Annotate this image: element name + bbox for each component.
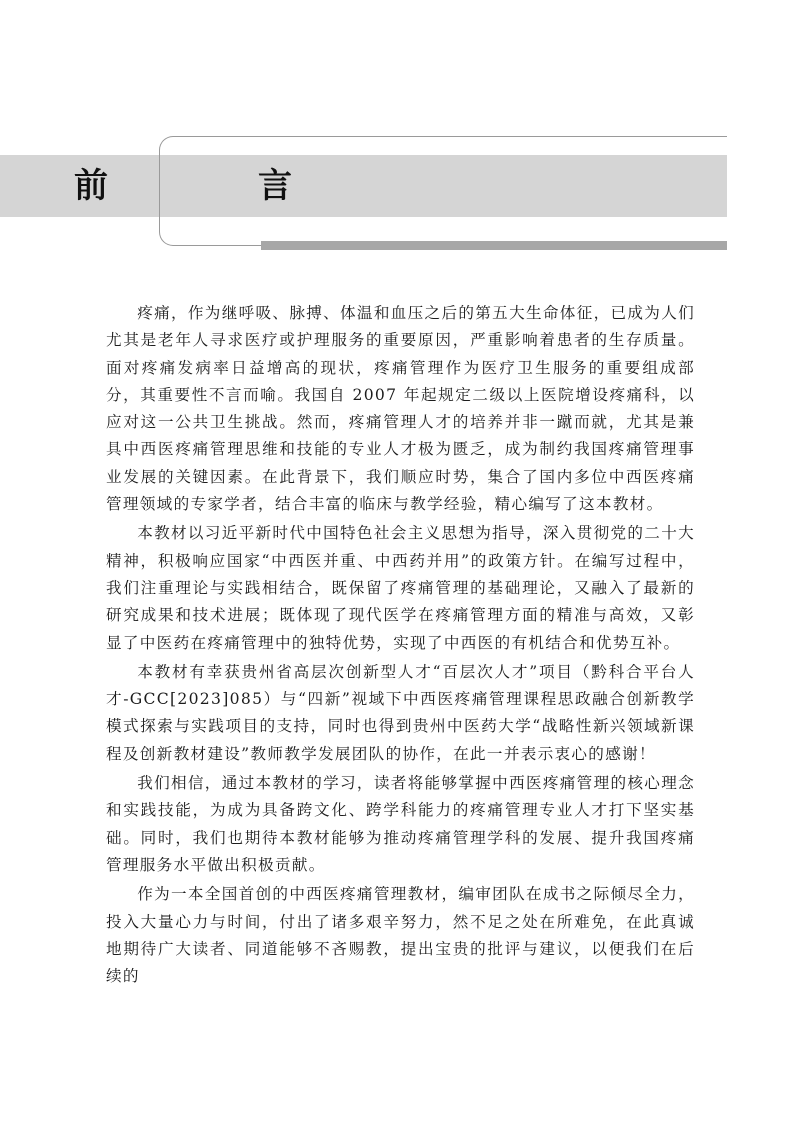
paragraph-3: 本教材有幸获贵州省高层次创新型人才“百层次人才”项目（黔科合平台人才-GCC[2023]085）与“四新”视域下中西医疼痛管理课程思政融合创新教学模式探索与实践项目的支持，同时也得到贵州中医药大学“战略性新兴领域新课程及创新教材建设”教师教学发展团队的协作，在此一并表示衷心的感谢！ [106, 662, 695, 763]
page-title: 前 言 [74, 166, 350, 206]
chapter-header-underline-bar [261, 241, 727, 250]
paragraph-2: 本教材以习近平新时代中国特色社会主义思想为指导，深入贯彻党的二十大精神，积极响应国家“中西医并重、中西药并用”的政策方针。在编写过程中，我们注重理论与实践相结合，既保留了疼痛管理的基础理论，又融入了最新的研究成果和技术进展；既体现了现代医学在疼痛管理方面的精准与高效，又彰显了中医药在疼痛管理中的独特优势，实现了中西医的有机结合和优势互补。 [106, 524, 695, 652]
paragraph-1: 疼痛，作为继呼吸、脉搏、体温和血压之后的第五大生命体征，已成为人们尤其是老年人寻求医疗或护理服务的重要原因，严重影响着患者的生存质量。面对疼痛发病率日益增高的现状，疼痛管理作为医疗卫生服务的重要组成部分，其重要性不言而喻。我国自 2007 年起规定二级以上医院增设疼痛科，以应对这一公共卫生挑战。然而，疼痛管理人才的培养并非一蹴而就，尤其是兼具中西医疼痛管理思维和技能的专业人才极为匮乏，成为制约我国疼痛管理事业发展的关键因素。在此背景下，我们顺应时势，集合了国内多位中西医疼痛管理领域的专家学者，结合丰富的临床与教学经验，精心编写了这本教材。 [106, 304, 695, 514]
paragraph-4: 我们相信，通过本教材的学习，读者将能够掌握中西医疼痛管理的核心理念和实践技能，为成为具备跨文化、跨学科能力的疼痛管理专业人才打下坚实基础。同时，我们也期待本教材能够为推动疼痛管理学科的发展、提升我国疼痛管理服务水平做出积极贡献。 [106, 774, 695, 874]
paragraph-5: 作为一本全国首创的中西医疼痛管理教材，编审团队在成书之际倾尽全力，投入大量心力与时间，付出了诸多艰辛努力，然不足之处在所难免，在此真诚地期待广大读者、同道能够不吝赐教，提出宝贵的批评与建议，以便我们在后续的 [106, 885, 695, 986]
preface-body [106, 300, 695, 992]
